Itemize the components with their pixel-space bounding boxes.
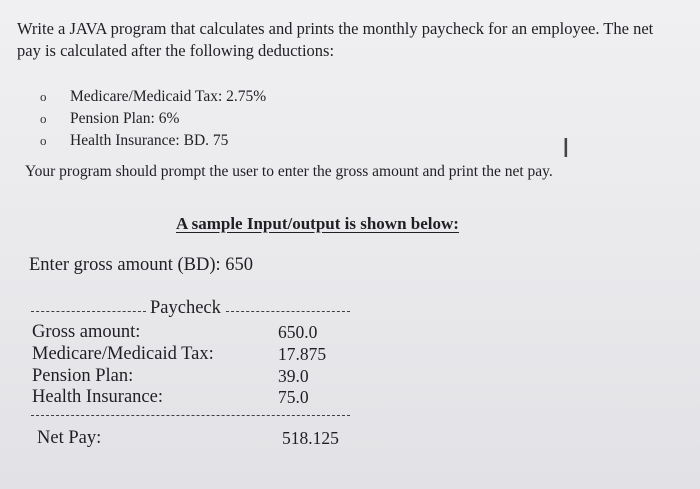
list-item [40,86,266,108]
problem-statement: Write a JAVA program that calculates and prints the monthly paycheck for an employee. The net pay is calculated after the following deductions: [17,19,654,60]
deduction-medicare: Medicare/Medicaid Tax: 2.75% [70,88,267,105]
i-beam-cursor-icon: I [562,134,570,164]
medicare-value: 17.875 [278,344,327,364]
deduction-list [40,86,266,152]
bullet-icon: o [40,111,47,126]
prompt-instruction: Your program should prompt the user to enter the gross amount and print the net pay. [25,163,553,180]
pension-label: Pension Plan: [32,366,134,386]
paycheck-divider-left [31,311,146,312]
net-pay-value: 518.125 [282,428,339,448]
net-pay-label: Net Pay: [37,428,102,448]
net-pay-divider [31,415,350,416]
pension-value: 39.0 [278,366,309,386]
bullet-icon: o [40,89,47,104]
medicare-label: Medicare/Medicaid Tax: [32,344,214,364]
gross-amount-value: 650.0 [278,322,318,342]
gross-amount-label: Gross amount: [32,322,141,342]
deduction-pension: Pension Plan: 6% [70,110,180,127]
sample-heading: A sample Input/output is shown below: [176,214,459,233]
paycheck-title: Paycheck [150,298,221,318]
deduction-health: Health Insurance: BD. 75 [70,132,229,149]
health-insurance-label: Health Insurance: [32,387,163,407]
bullet-icon: o [40,133,47,148]
paycheck-divider-right [226,311,350,312]
health-insurance-value: 75.0 [278,387,309,407]
list-item [40,108,266,130]
list-item [40,130,266,152]
sample-input-line: Enter gross amount (BD): 650 [29,255,254,275]
